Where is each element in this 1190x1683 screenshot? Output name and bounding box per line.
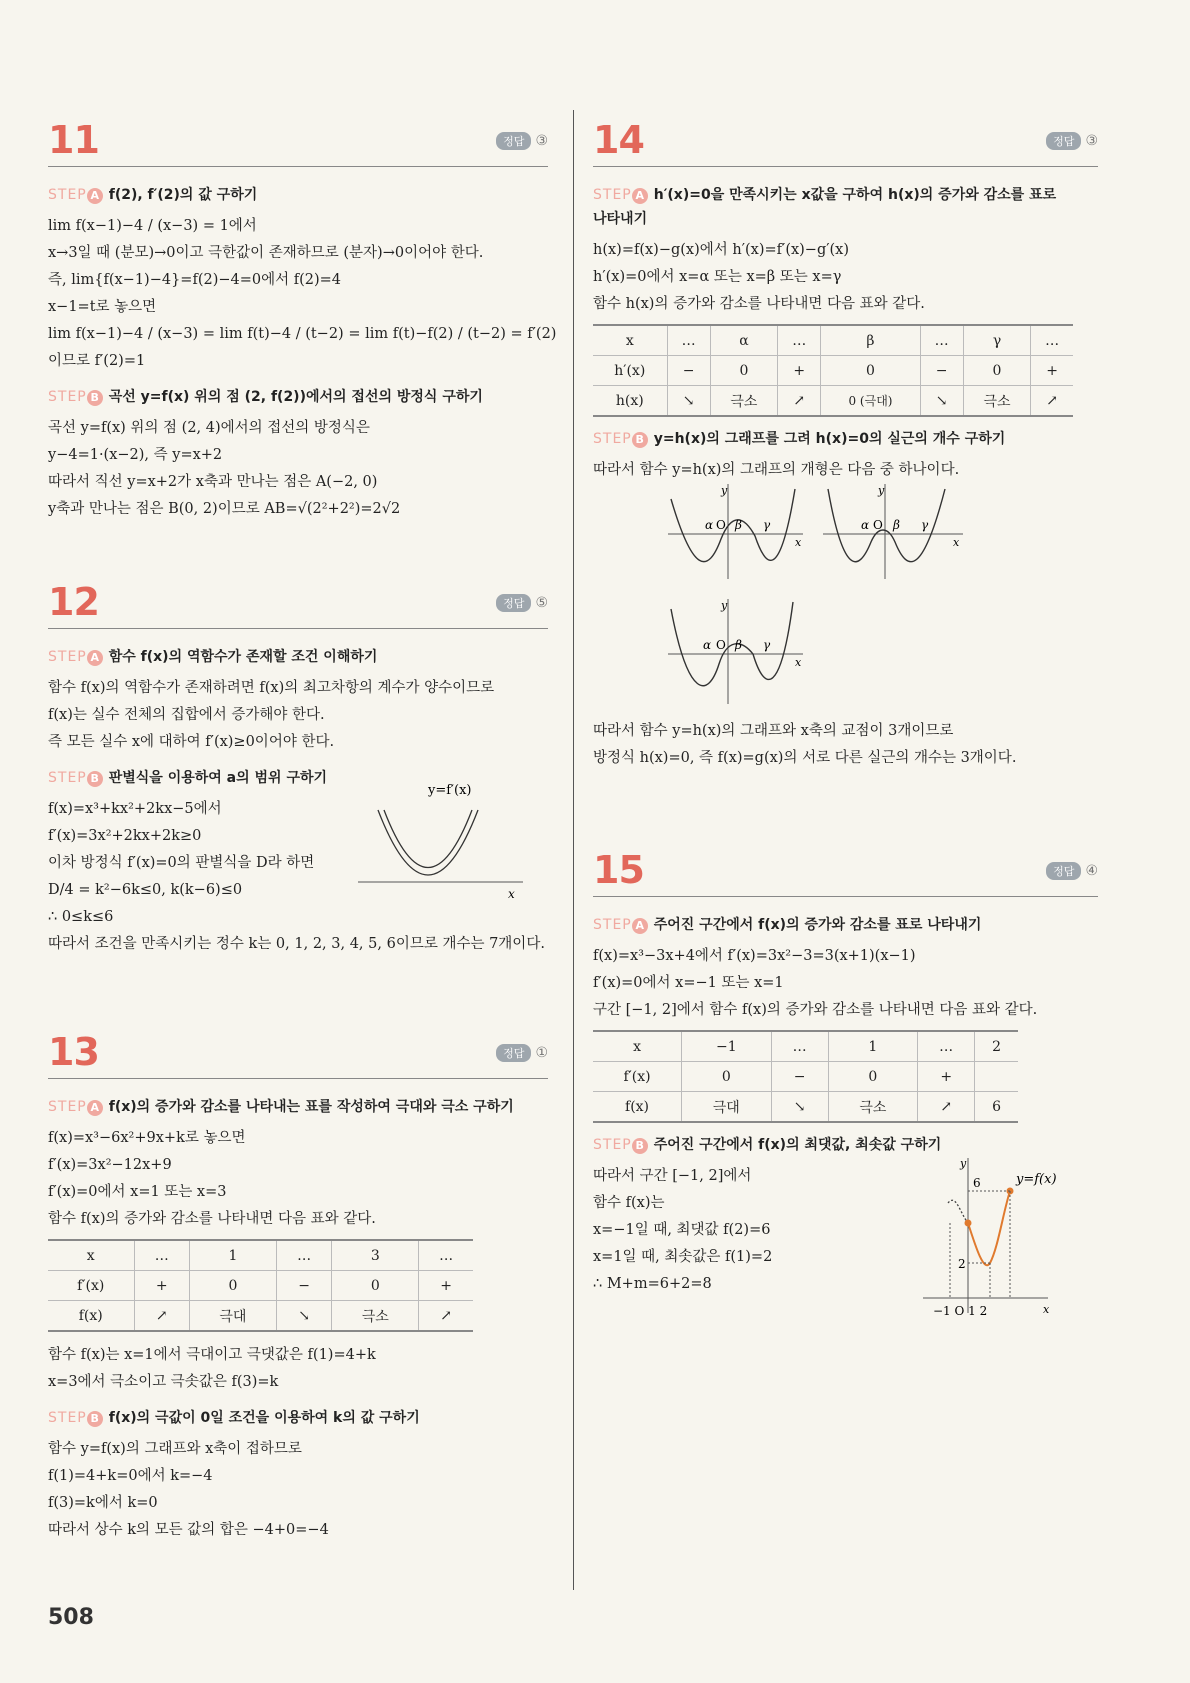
text-line: 따라서 구간 [−1, 2]에서 (593, 1168, 752, 1184)
text-line: 이므로 f′(2)=1 (48, 353, 146, 369)
problem-11 (48, 118, 557, 580)
table-row (48, 1240, 473, 1271)
step-label: STEP (48, 1099, 87, 1115)
table-row (48, 1271, 473, 1301)
curve-outside (948, 1200, 968, 1223)
table-cell: ↗ (778, 386, 821, 417)
table-cell: 1 (828, 1031, 918, 1062)
step-a-heading (48, 645, 548, 669)
answer-value: ⑤ (535, 595, 548, 611)
gamma-label: γ (763, 518, 771, 532)
text-line: 함수 f(x)는 (593, 1195, 665, 1211)
step-title: 주어진 구간에서 f(x)의 최댓값, 최솟값 구하기 (653, 1137, 942, 1153)
text-line: 방정식 h(x)=0, 즉 f(x)=g(x)의 서로 다른 실근의 개수는 3개이다. (593, 750, 1017, 766)
y-label: y (721, 599, 728, 612)
table-cell: + (918, 1062, 975, 1092)
parabola-curve (384, 810, 472, 868)
problem-15 (593, 848, 1098, 1318)
table-cell: 2 (975, 1031, 1018, 1062)
text-line: D/4 = k²−6k≤0, k(k−6)≤0 (48, 882, 243, 898)
h-curve (671, 602, 793, 686)
step-label: STEP (593, 431, 632, 447)
parabola-curve (378, 810, 478, 875)
text-line: x=1일 때, 최솟값은 f(1)=2 (593, 1249, 773, 1265)
answer-value: ③ (1085, 133, 1098, 149)
text-line: x=−1일 때, 최댓값 f(2)=6 (593, 1222, 771, 1238)
label-two: 2 (958, 1257, 966, 1271)
table-cell: ↗ (1031, 386, 1073, 417)
text-line: 따라서 직선 y=x+2가 x축과 만나는 점은 A(−2, 0) (48, 474, 378, 490)
table-cell: ↗ (419, 1301, 473, 1332)
beta-label: β (735, 518, 742, 532)
text-line: f(3)=k에서 k=0 (48, 1495, 158, 1511)
divider (593, 896, 1098, 897)
origin-label: O (873, 518, 883, 532)
text-line: h(x)=f(x)−g(x)에서 h′(x)=f′(x)−g′(x) (593, 242, 850, 258)
table-cell: … (920, 325, 963, 356)
answer-badge (496, 594, 548, 612)
page-number: 508 (48, 1605, 94, 1630)
h-curve (671, 489, 795, 562)
answer-badge (496, 132, 548, 150)
table-cell: h′(x) (593, 356, 667, 386)
step-badge: B (87, 771, 103, 787)
text-line: f(1)=4+k=0에서 k=−4 (48, 1468, 213, 1484)
table-row (593, 1062, 1018, 1092)
x-label: x (953, 536, 960, 549)
step-badge: A (632, 918, 648, 934)
beta-label: β (735, 638, 742, 652)
parabola-graph (358, 780, 528, 910)
text-line: 따라서 상수 k의 모든 값의 합은 −4+0=−4 (48, 1522, 329, 1538)
step-label: STEP (593, 1137, 632, 1153)
table-row (48, 1301, 473, 1332)
text-line: lim f(x−1)−4 / (x−3) = lim f(t)−4 / (t−2) = lim f(t)−f(2) / (t−2) = f′(2) (48, 326, 557, 342)
f-curve (968, 1191, 1010, 1265)
table-cell: − (771, 1062, 828, 1092)
step-label: STEP (48, 389, 87, 405)
answer-value: ③ (535, 133, 548, 149)
gamma-label: γ (921, 518, 929, 532)
table-cell: f(x) (593, 1092, 682, 1123)
table-row (593, 1092, 1018, 1123)
step-b-heading (593, 427, 1098, 451)
table-row (593, 356, 1073, 386)
problem-12 (48, 580, 548, 1030)
step-label: STEP (593, 187, 632, 203)
alpha-label: α (703, 638, 712, 652)
problem-14 (593, 118, 1098, 848)
table-cell: + (778, 356, 821, 386)
table-cell: f′(x) (48, 1271, 134, 1301)
table-cell: 극소 (710, 386, 778, 417)
right-column (593, 118, 1098, 1318)
table-cell: … (276, 1240, 331, 1271)
text-line: 따라서 함수 y=h(x)의 그래프와 x축의 교점이 3개이므로 (593, 723, 954, 739)
text-line: 즉 모든 실수 x에 대하여 f′(x)≥0이어야 한다. (48, 734, 335, 750)
step-badge: A (87, 650, 103, 666)
step-title: f(2), f′(2)의 값 구하기 (108, 187, 258, 203)
table-cell: x (593, 325, 667, 356)
table-cell: + (134, 1271, 189, 1301)
text-line: 즉, lim{f(x−1)−4}=f(2)−4=0에서 f(2)=4 (48, 272, 342, 288)
step-title: 함수 f(x)의 역함수가 존재할 조건 이해하기 (108, 649, 378, 665)
text-line: y−4=1·(x−2), 즉 y=x+2 (48, 447, 223, 463)
step-label: STEP (48, 770, 87, 786)
problem-number: 12 (48, 580, 99, 624)
text-line: f′(x)=0에서 x=−1 또는 x=1 (593, 975, 784, 991)
step-badge: A (632, 188, 648, 204)
table-cell: 0 (828, 1062, 918, 1092)
text-line: ∴ 0≤k≤6 (48, 909, 114, 925)
table-cell: … (918, 1031, 975, 1062)
table-cell: 극대 (682, 1092, 772, 1123)
step-badge: B (87, 1411, 103, 1427)
step-title: 곡선 y=f(x) 위의 점 (2, f(2))에서의 접선의 방정식 구하기 (108, 389, 483, 405)
table-cell: 극소 (828, 1092, 918, 1123)
alpha-label: α (705, 518, 714, 532)
table-row (593, 325, 1073, 356)
problem-number: 13 (48, 1030, 99, 1074)
step-badge: B (632, 1138, 648, 1154)
curve-label: y=f(x) (1016, 1172, 1057, 1187)
text-line: f′(x)=3x²−12x+9 (48, 1157, 172, 1173)
step-b-heading (48, 1406, 548, 1430)
table-cell: − (920, 356, 963, 386)
step-title: y=h(x)의 그래프를 그려 h(x)=0의 실근의 개수 구하기 (653, 431, 1006, 447)
step-badge: A (87, 188, 103, 204)
step-label: STEP (593, 917, 632, 933)
table-cell: + (419, 1271, 473, 1301)
table-cell: h(x) (593, 386, 667, 417)
problem-number: 11 (48, 118, 99, 162)
y-label: y (960, 1157, 967, 1170)
text-line: lim f(x−1)−4 / (x−3) = 1에서 (48, 218, 257, 234)
answer-badge (1046, 132, 1098, 150)
table-row (593, 1031, 1018, 1062)
text-line: f(x)=x³−6x²+9x+k로 놓으면 (48, 1130, 246, 1146)
table-cell: 0 (682, 1062, 772, 1092)
text-line: 함수 h(x)의 증가와 감소를 나타내면 다음 표와 같다. (593, 296, 925, 312)
left-column (48, 118, 557, 1544)
label-six: 6 (973, 1176, 981, 1190)
table-cell: 3 (332, 1240, 419, 1271)
divider (593, 166, 1098, 167)
table-cell: ↘ (771, 1092, 828, 1123)
column-divider (573, 110, 574, 1590)
table-cell: ↗ (918, 1092, 975, 1123)
step-a-heading (593, 913, 1098, 937)
table-cell: 0 (189, 1271, 276, 1301)
tick-labels: −1 O 1 2 (933, 1304, 988, 1318)
divider (48, 1078, 548, 1079)
table-cell: ↗ (134, 1301, 189, 1332)
table-cell: 6 (975, 1092, 1018, 1123)
table-cell: 극대 (189, 1301, 276, 1332)
beta-label: β (893, 518, 900, 532)
answer-tag: 정답 (496, 132, 531, 150)
table-row (593, 386, 1073, 417)
text-line: f(x)는 실수 전체의 집합에서 증가해야 한다. (48, 707, 325, 723)
table-cell: ↘ (276, 1301, 331, 1332)
x-label: x (795, 656, 802, 669)
graph-option-2 (823, 484, 963, 579)
text-line: y축과 만나는 점은 B(0, 2)이므로 AB=√(2²+2²)=2√2 (48, 501, 401, 517)
table-cell: … (667, 325, 710, 356)
max-point-left (965, 1220, 972, 1227)
text-line: ∴ M+m=6+2=8 (593, 1276, 712, 1292)
table-cell: f(x) (48, 1301, 134, 1332)
answer-tag: 정답 (1046, 862, 1081, 880)
table-cell: 0 (710, 356, 778, 386)
table-cell: … (771, 1031, 828, 1062)
divider (48, 628, 548, 629)
answer-value: ④ (1085, 863, 1098, 879)
text-line: f′(x)=3x²+2kx+2k≥0 (48, 828, 202, 844)
step-badge: A (87, 1100, 103, 1116)
step-label: STEP (48, 187, 87, 203)
answer-tag: 정답 (496, 1044, 531, 1062)
step-badge: B (632, 432, 648, 448)
step-title: f(x)의 극값이 0일 조건을 이용하여 k의 값 구하기 (108, 1410, 420, 1426)
step-label: STEP (48, 649, 87, 665)
step-label: STEP (48, 1410, 87, 1426)
step-title: 주어진 구간에서 f(x)의 증가와 감소를 표로 나타내기 (653, 917, 982, 933)
step-a-heading (48, 183, 548, 207)
step-title: f(x)의 증가와 감소를 나타내는 표를 작성하여 극대와 극소 구하기 (108, 1099, 514, 1115)
graph-option-1 (668, 484, 803, 579)
variation-table (593, 324, 1073, 417)
table-cell: 극소 (963, 386, 1031, 417)
f-graph (918, 1153, 1088, 1323)
table-cell: f′(x) (593, 1062, 682, 1092)
y-label: y (878, 484, 885, 497)
x-label: x (795, 536, 802, 549)
h-graph-options (663, 484, 1063, 714)
text-line: f′(x)=0에서 x=1 또는 x=3 (48, 1184, 227, 1200)
table-cell: − (276, 1271, 331, 1301)
text-line: x→3일 때 (분모)→0이고 극한값이 존재하므로 (분자)→0이어야 한다. (48, 245, 484, 261)
answer-badge (1046, 862, 1098, 880)
text-line: 이차 방정식 f′(x)=0의 판별식을 D라 하면 (48, 855, 315, 871)
table-cell: 0 (821, 356, 920, 386)
alpha-label: α (861, 518, 870, 532)
step-badge: B (87, 390, 103, 406)
answer-value: ① (535, 1045, 548, 1061)
origin-label: O (716, 518, 726, 532)
table-cell: − (667, 356, 710, 386)
text-line: h′(x)=0에서 x=α 또는 x=β 또는 x=γ (593, 269, 842, 285)
table-cell: … (134, 1240, 189, 1271)
table-cell: ↘ (920, 386, 963, 417)
table-cell: 1 (189, 1240, 276, 1271)
graph-option-3 (668, 599, 803, 704)
step-b-body (593, 1157, 1098, 1318)
answer-tag: 정답 (1046, 132, 1081, 150)
text-line: x=3에서 극소이고 극솟값은 f(3)=k (48, 1374, 279, 1390)
axis-x-label: x (508, 887, 515, 901)
table-cell: 0 (332, 1271, 419, 1301)
text-line: 함수 y=f(x)의 그래프와 x축이 접하므로 (48, 1441, 302, 1457)
table-cell: … (778, 325, 821, 356)
graph-label: y=f′(x) (428, 783, 472, 798)
problem-13 (48, 1030, 548, 1544)
text-line: 따라서 조건을 만족시키는 정수 k는 0, 1, 2, 3, 4, 5, 6이므로 개수는 7개이다. (48, 936, 545, 952)
table-cell: … (419, 1240, 473, 1271)
problem-number: 15 (593, 848, 644, 892)
table-cell: −1 (682, 1031, 772, 1062)
text-line: 구간 [−1, 2]에서 함수 f(x)의 증가와 감소를 나타내면 다음 표와 같다. (593, 1002, 1038, 1018)
table-cell: β (821, 325, 920, 356)
text-line: x−1=t로 놓으면 (48, 299, 157, 315)
table-cell: 0 (963, 356, 1031, 386)
step-a-heading (593, 183, 1063, 231)
text-line: f(x)=x³−3x+4에서 f′(x)=3x²−3=3(x+1)(x−1) (593, 948, 916, 964)
x-label: x (1043, 1303, 1050, 1316)
divider (48, 166, 548, 167)
table-cell: γ (963, 325, 1031, 356)
step-b-heading (48, 385, 548, 409)
answer-tag: 정답 (496, 594, 531, 612)
table-cell: + (1031, 356, 1073, 386)
step-title: 판별식을 이용하여 a의 범위 구하기 (108, 770, 328, 786)
text-line: 함수 f(x)는 x=1에서 극대이고 극댓값은 f(1)=4+k (48, 1347, 376, 1363)
table-cell: … (1031, 325, 1073, 356)
text-line: f(x)=x³+kx²+2kx−5에서 (48, 801, 222, 817)
y-label: y (721, 484, 728, 497)
answer-badge (496, 1044, 548, 1062)
problem-number: 14 (593, 118, 644, 162)
text-line: 곡선 y=f(x) 위의 점 (2, 4)에서의 접선의 방정식은 (48, 420, 370, 436)
step-title: h′(x)=0을 만족시키는 x값을 구하여 h(x)의 증가와 감소를 표로 나타내기 (593, 187, 1057, 227)
table-cell: α (710, 325, 778, 356)
table-cell: x (593, 1031, 682, 1062)
variation-table (593, 1030, 1018, 1123)
table-cell: x (48, 1240, 134, 1271)
gamma-label: γ (763, 638, 771, 652)
text-line: 함수 f(x)의 증가와 감소를 나타내면 다음 표와 같다. (48, 1211, 376, 1227)
variation-table (48, 1239, 473, 1332)
table-cell: 극소 (332, 1301, 419, 1332)
step-a-heading (48, 1095, 518, 1119)
table-cell (975, 1062, 1018, 1092)
text-line: 따라서 함수 y=h(x)의 그래프의 개형은 다음 중 하나이다. (593, 462, 960, 478)
table-cell: 0 (극대) (821, 386, 920, 417)
origin-label: O (716, 638, 726, 652)
table-cell: ↘ (667, 386, 710, 417)
text-line: 함수 f(x)의 역함수가 존재하려면 f(x)의 최고차항의 계수가 양수이므로 (48, 680, 495, 696)
